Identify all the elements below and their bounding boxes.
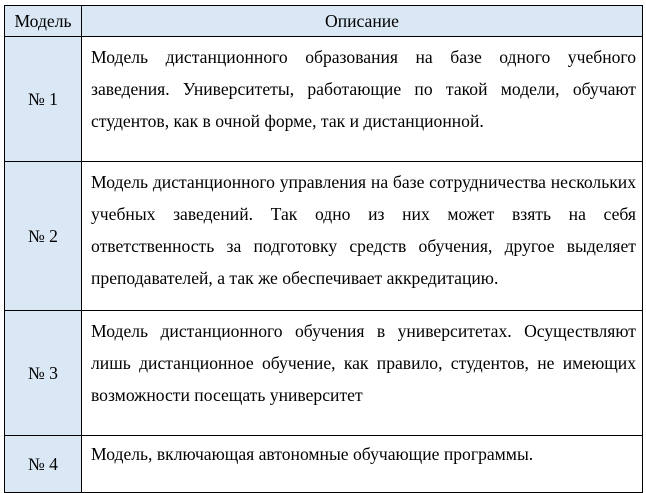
row-description: Модель дистанционного обучения в университетах. Осуществляют лишь дистанционное обучение, как правило, студентов, не имеющих возможности посещать университет bbox=[82, 311, 643, 436]
table-row bbox=[5, 436, 643, 493]
table-row bbox=[5, 162, 643, 311]
row-number: № 2 bbox=[5, 162, 82, 311]
table-row bbox=[5, 37, 643, 162]
models-table bbox=[4, 5, 643, 493]
row-number: № 1 bbox=[5, 37, 82, 162]
row-number: № 3 bbox=[5, 311, 82, 436]
table-header-row bbox=[5, 6, 643, 37]
table-row bbox=[5, 311, 643, 436]
header-model: Модель bbox=[5, 6, 82, 37]
row-description: Модель, включающая автономные обучающие программы. bbox=[82, 436, 643, 493]
header-description: Описание bbox=[82, 6, 643, 37]
row-description: Модель дистанционного образования на базе одного учебного заведения. Университеты, работающие по такой модели, обучают студентов, как в очной форме, так и дистанционной. bbox=[82, 37, 643, 162]
row-number: № 4 bbox=[5, 436, 82, 493]
row-description: Модель дистанционного управления на базе сотрудничества нескольких учебных заведений. Так одно из них может взять на себя ответственность за подготовку средств обучения, другое выделяет преподавателей, а так же обеспечивает аккредитацию. bbox=[82, 162, 643, 311]
